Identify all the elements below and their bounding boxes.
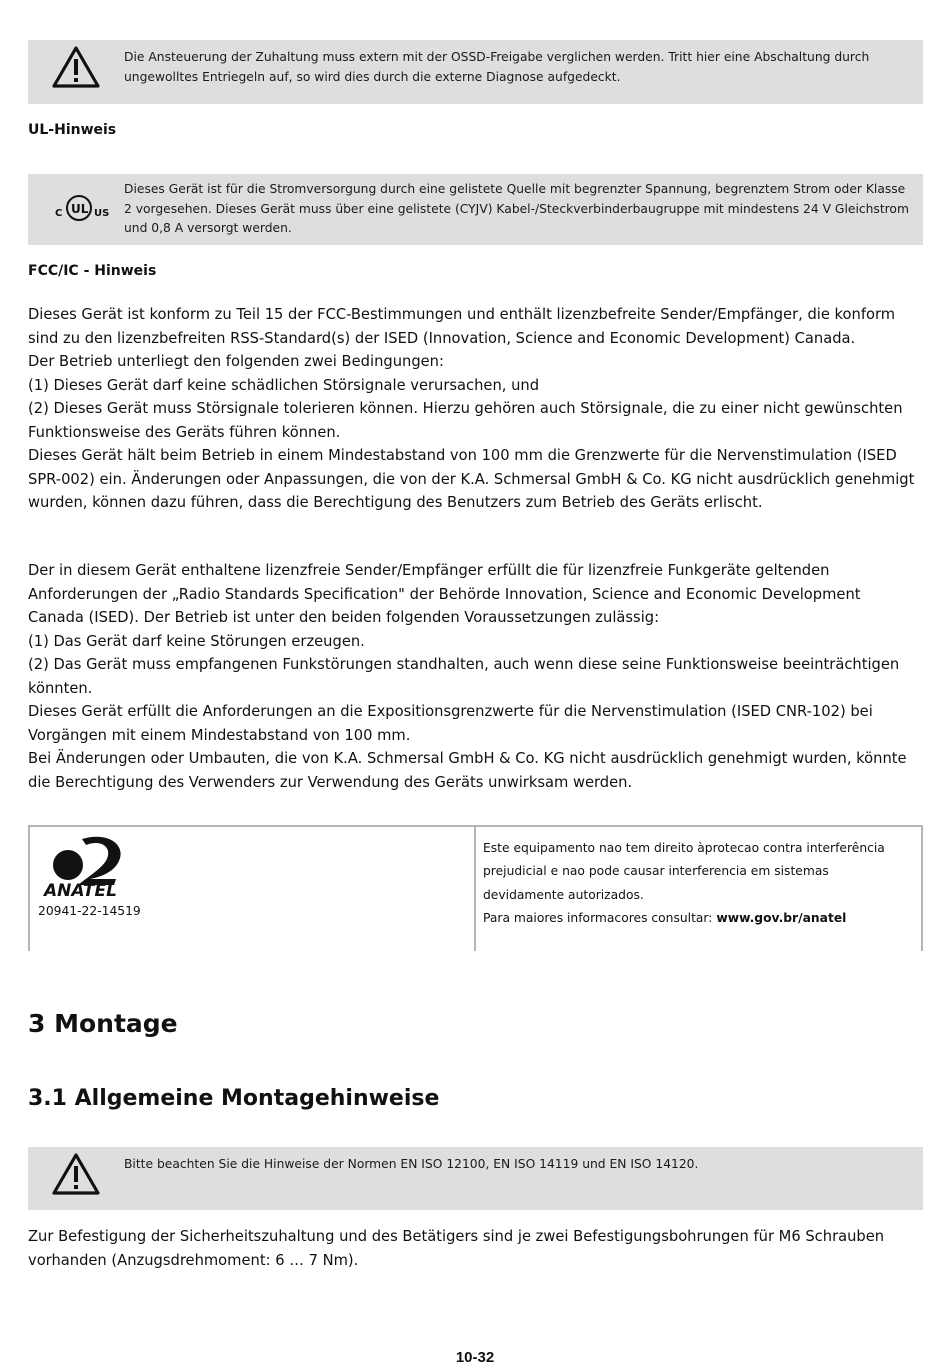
anatel-table	[28, 825, 923, 953]
fcc-p2-line: Der in diesem Gerät enthaltene lizenzfreie Sender/Empfänger erfüllt die für lizenzfreie Funkgeräte geltenden Anforderungen der „Radio Standards Specification" der Behörde Innovation, Science and Economic Development Canada (ISED). Der Betrieb ist unter den beiden folgenden Voraussetzungen zulässig:	[28, 562, 861, 626]
ul-logo-us: US	[94, 208, 110, 219]
mounting-body-text: Zur Befestigung der Sicherheitszuhaltung und des Betätigers sind je zwei Befestigungsbohrungen für M6 Schrauben vorhanden (Anzugsdrehmoment: 6 … 7 Nm).	[28, 1228, 885, 1269]
ul-listed-logo-icon	[52, 191, 112, 225]
anatel-text	[483, 837, 913, 931]
warning-notice-text: Die Ansteuerung der Zuhaltung muss extern mit der OSSD-Freigabe verglichen werden. Tritt hier eine Abschaltung durch ungewolltes Entriegeln auf, so wird dies durch die externe Diagnose aufgedeckt.	[124, 50, 870, 84]
ul-heading: UL-Hinweis	[28, 122, 117, 138]
fcc-p2-line: (2) Das Gerät muss empfangenen Funkstörungen standhalten, auch wenn diese seine Funktionsweise beeinträchtigen könnten.	[28, 656, 900, 697]
warning-triangle-icon	[52, 45, 100, 89]
warning-notice	[28, 40, 923, 104]
fcc-heading: FCC/IC - Hinweis	[28, 263, 157, 279]
mounting-warning-notice	[28, 1147, 923, 1210]
fcc-paragraph-2	[28, 559, 920, 794]
page-number: 10-32	[455, 1349, 495, 1366]
section-heading-3: 3 Montage	[28, 1009, 178, 1038]
anatel-consult-prefix: Para maiores informacores consultar:	[483, 911, 717, 926]
fcc-p2-line: Dieses Gerät erfüllt die Anforderungen an die Expositionsgrenzwerte für die Nervenstimulation (ISED CNR-102) bei Vorgängen mit einem Mindestabstand von 100 mm.	[28, 703, 873, 744]
fcc-p1-line: Dieses Gerät hält beim Betrieb in einem Mindestabstand von 100 mm die Grenzwerte für die Nervenstimulation (ISED SPR-002) ein. Änderungen oder Anpassungen, die von der K.A. Schmersal GmbH & Co. KG nicht ausdrücklich genehmigt wurden, können dazu führen, dass die Berechtigung des Benutzers zum Betrieb des Geräts erlischt.	[28, 447, 915, 511]
mounting-notice-text: Bitte beachten Sie die Hinweise der Normen EN ISO 12100, EN ISO 14119 und EN ISO 14120.	[124, 1157, 699, 1171]
anatel-code: 20941-22-14519	[38, 904, 141, 918]
fcc-paragraph-1	[28, 303, 920, 515]
anatel-notice: Este equipamento nao tem direito àprotecao contra interferência prejudicial e nao pode causar interferencia em sistemas devidamente autorizados.	[483, 841, 885, 902]
warning-triangle-icon	[52, 1152, 100, 1196]
ul-notice	[28, 174, 923, 245]
fcc-p2-line: (1) Das Gerät darf keine Störungen erzeugen.	[28, 632, 365, 650]
fcc-p2-line: Bei Änderungen oder Umbauten, die von K.A. Schmersal GmbH & Co. KG nicht ausdrücklich genehmigt wurden, könnte die Berechtigung des Verwenders zur Verwendung des Geräts unwirksam werden.	[28, 750, 907, 791]
fcc-p1-line: Dieses Gerät ist konform zu Teil 15 der FCC-Bestimmungen und enthält lizenzbefreite Sender/Empfänger, die konform sind zu den lizenzbefreiten RSS-Standard(s) der ISED (Innovation, Science and Economic Development) Canada.	[28, 306, 896, 347]
anatel-link[interactable]: www.gov.br/anatel	[716, 911, 847, 926]
fcc-p1-line: Der Betrieb unterliegt den folgenden zwei Bedingungen:	[28, 353, 444, 370]
ul-notice-text: Dieses Gerät ist für die Stromversorgung durch eine gelistete Quelle mit begrenzter Spannung, begrenztem Strom oder Klasse 2 vorgesehen. Dieses Gerät muss über eine gelistete (CYJV) Kabel-/Steckverbinderbaugruppe mit mindestens 24 V Gleichstrom und 0,8 A versorgt werden.	[124, 182, 909, 236]
anatel-logo-icon	[38, 833, 128, 899]
fcc-p1-line: (2) Dieses Gerät muss Störsignale tolerieren können. Hierzu gehören auch Störsignale, die zu einer nicht gewünschten Funktionsweise des Geräts führen können.	[28, 400, 903, 441]
fcc-p1-line: (1) Dieses Gerät darf keine schädlichen Störsignale verursachen, und	[28, 376, 540, 394]
ul-logo-ul: UL	[71, 202, 89, 216]
ul-logo-c: C	[55, 208, 63, 219]
section-heading-3-1: 3.1 Allgemeine Montagehinweise	[28, 1086, 440, 1111]
anatel-text-cell	[476, 827, 923, 951]
anatel-logo-label: ANATEL	[44, 881, 117, 899]
anatel-logo-cell	[28, 827, 476, 951]
